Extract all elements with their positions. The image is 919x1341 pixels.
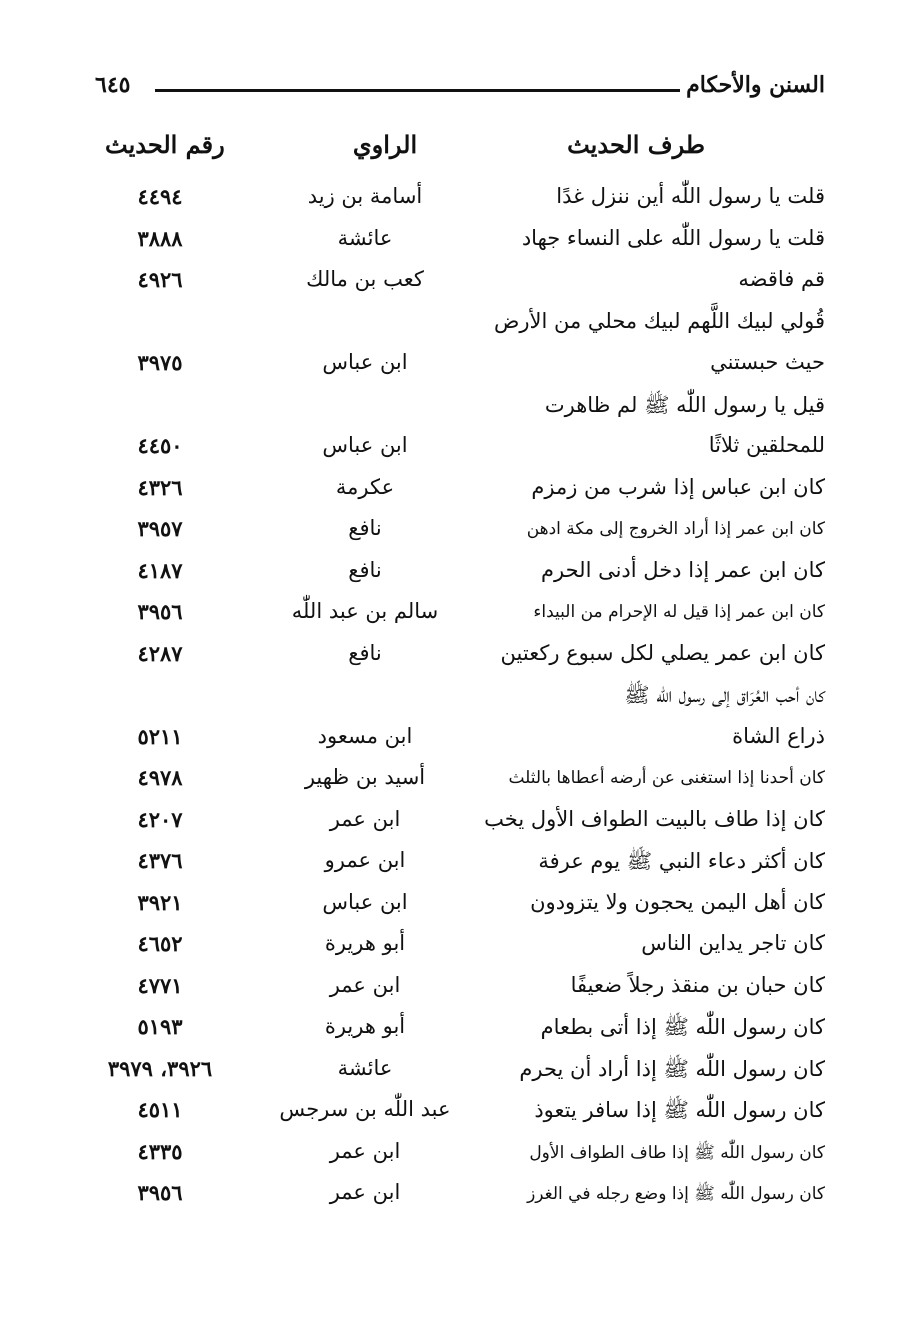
narrator: ابن عمر [329,1180,401,1204]
narrator: أسيد بن ظهير [304,765,426,789]
hadith-text: كان ابن عمر يصلي لكل سبوع ركعتين [500,640,825,665]
hadith-text: كان تاجر يداين الناس [641,931,825,955]
table-row [95,884,825,926]
column-header-hadith-text: طرف الحديث [567,130,705,159]
table-row [95,178,825,220]
narrator: كعب بن مالك [306,267,424,291]
narrator: عبد اللّٰه بن سرجس [279,1097,451,1121]
hadith-text: كان رسول اللّٰه ﷺ إذا أراد أن يحرم [519,1056,825,1081]
hadith-text: كان رسول اللّٰه ﷺ إذا وضع رجله في الغرز [527,1184,825,1204]
table-row [95,1050,825,1092]
table-row [95,718,825,760]
narrator: ابن عباس [322,433,408,457]
narrator: عكرمة [335,474,395,499]
table-row [95,1008,825,1050]
narrator: نافع [348,640,382,665]
narrator: ابن عباس [322,350,408,374]
narrator: أبو هريرة [324,1014,406,1038]
hadith-number: ٤٣٢٦ [137,474,183,500]
hadith-text: كان أهل اليمن يحجون ولا يتزودون [530,889,825,914]
narrator: أسامة بن زيد [307,184,423,208]
hadith-text: للمحلقين ثلاثًا [708,433,825,457]
table-row [95,1133,825,1175]
hadith-text: حيث حبستني [710,350,825,374]
table-row [95,510,825,552]
hadith-index-table [95,178,825,1216]
table-row [95,552,825,594]
hadith-text: كان إذا طاف بالبيت الطواف الأول يخب [484,806,825,831]
hadith-number: ٣٩٢٦، ٣٩٧٩ [107,1055,213,1081]
column-headers [95,130,825,170]
hadith-text: قم فاقضه [738,267,825,291]
hadith-text: كان أكثر دعاء النبي ﷺ يوم عرفة [538,849,825,873]
hadith-number: ٤١٨٧ [137,557,183,583]
page-header [95,70,825,110]
hadith-number: ٣٩٥٦ [137,1180,183,1205]
hadith-number: ٤٢٠٧ [137,806,183,832]
page-number: ٦٤٥ [95,72,131,98]
table-row [95,925,825,967]
table-row [95,220,825,262]
hadith-text: قلت يا رسول اللّٰه أين ننزل غدًا [556,184,825,208]
hadith-number: ٤٩٢٦ [137,267,183,292]
narrator: ابن عمر [329,806,401,831]
table-row [95,427,825,469]
hadith-text: ذراع الشاة [732,723,825,748]
table-row [95,842,825,884]
hadith-number: ٥١٩٣ [137,1014,183,1039]
hadith-text: كان ابن عمر إذا أراد الخروج إلى مكة ادهن [526,519,825,539]
hadith-text: قُولي لبيك اللَّهم لبيك محلي من الأرض [493,308,825,333]
table-row [95,1174,825,1216]
narrator: نافع [348,516,382,540]
narrator: عائشة [337,1055,393,1080]
column-header-narrator: الراوي [352,130,418,159]
hadith-text: كان حبان بن منقذ رجلاً ضعيفًا [570,972,825,997]
table-row [95,1091,825,1133]
narrator: سالم بن عبد اللّٰه [291,599,439,623]
table-row [95,261,825,303]
narrator: ابن عمر [329,972,401,997]
table-row [95,635,825,677]
hadith-number: ٤٧٧١ [137,972,183,998]
hadith-text: كان رسول اللّٰه ﷺ إذا طاف الطواف الأول [529,1142,825,1163]
hadith-text: كان ابن عمر إذا قيل له الإحرام من البيداء [533,602,825,622]
hadith-number: ٤٣٣٥ [137,1138,183,1164]
header-rule [155,89,680,92]
table-row [95,801,825,843]
table-row [95,676,825,718]
hadith-number: ٣٨٨٨ [137,225,183,251]
hadith-text: كان أحدنا إذا استغنى عن أرضه أعطاها بالثلث [508,768,825,788]
table-row [95,759,825,801]
table-row [95,593,825,635]
hadith-number: ٤٩٧٨ [137,765,183,790]
column-header-hadith-number: رقم الحديث [105,130,225,159]
hadith-text: كان رسول اللّٰه ﷺ إذا أتى بطعام [540,1015,825,1039]
hadith-number: ٣٩٧٥ [137,350,183,375]
hadith-text: كان رسول اللّٰه ﷺ إذا سافر يتعوذ [534,1098,825,1122]
hadith-number: ٤٣٧٦ [137,848,183,873]
hadith-number: ٤٥١١ [137,1097,183,1122]
hadith-text: كان أحب العُرَاق إلى رسول اللّٰه ﷺ [624,683,825,707]
narrator: ابن عمرو [324,848,406,872]
hadith-number: ٣٩٢١ [137,889,183,915]
table-row [95,386,825,428]
table-row [95,303,825,345]
hadith-text: قيل يا رسول اللّٰه ﷺ لم ظاهرت [544,392,825,417]
table-row [95,344,825,386]
narrator: ابن عمر [329,1138,401,1163]
hadith-number: ٤٤٩٤ [137,184,183,209]
hadith-number: ٤٦٥٢ [137,931,183,956]
hadith-number: ٣٩٥٧ [137,516,183,541]
hadith-text: قلت يا رسول اللّٰه على النساء جهاد [521,225,825,250]
narrator: أبو هريرة [324,931,406,955]
table-row [95,967,825,1009]
hadith-text: كان ابن عباس إذا شرب من زمزم [531,474,825,499]
hadith-text: كان ابن عمر إذا دخل أدنى الحرم [541,557,825,582]
narrator: نافع [348,557,382,582]
narrator: ابن عباس [322,889,408,914]
hadith-number: ٣٩٥٦ [137,599,183,624]
table-row [95,469,825,511]
hadith-number: ٤٤٥٠ [137,433,183,458]
book-title: السنن والأحكام [686,72,825,98]
hadith-number: ٥٢١١ [137,723,183,749]
narrator: عائشة [337,225,393,250]
hadith-number: ٤٢٨٧ [137,640,183,666]
narrator: ابن مسعود [317,723,413,748]
